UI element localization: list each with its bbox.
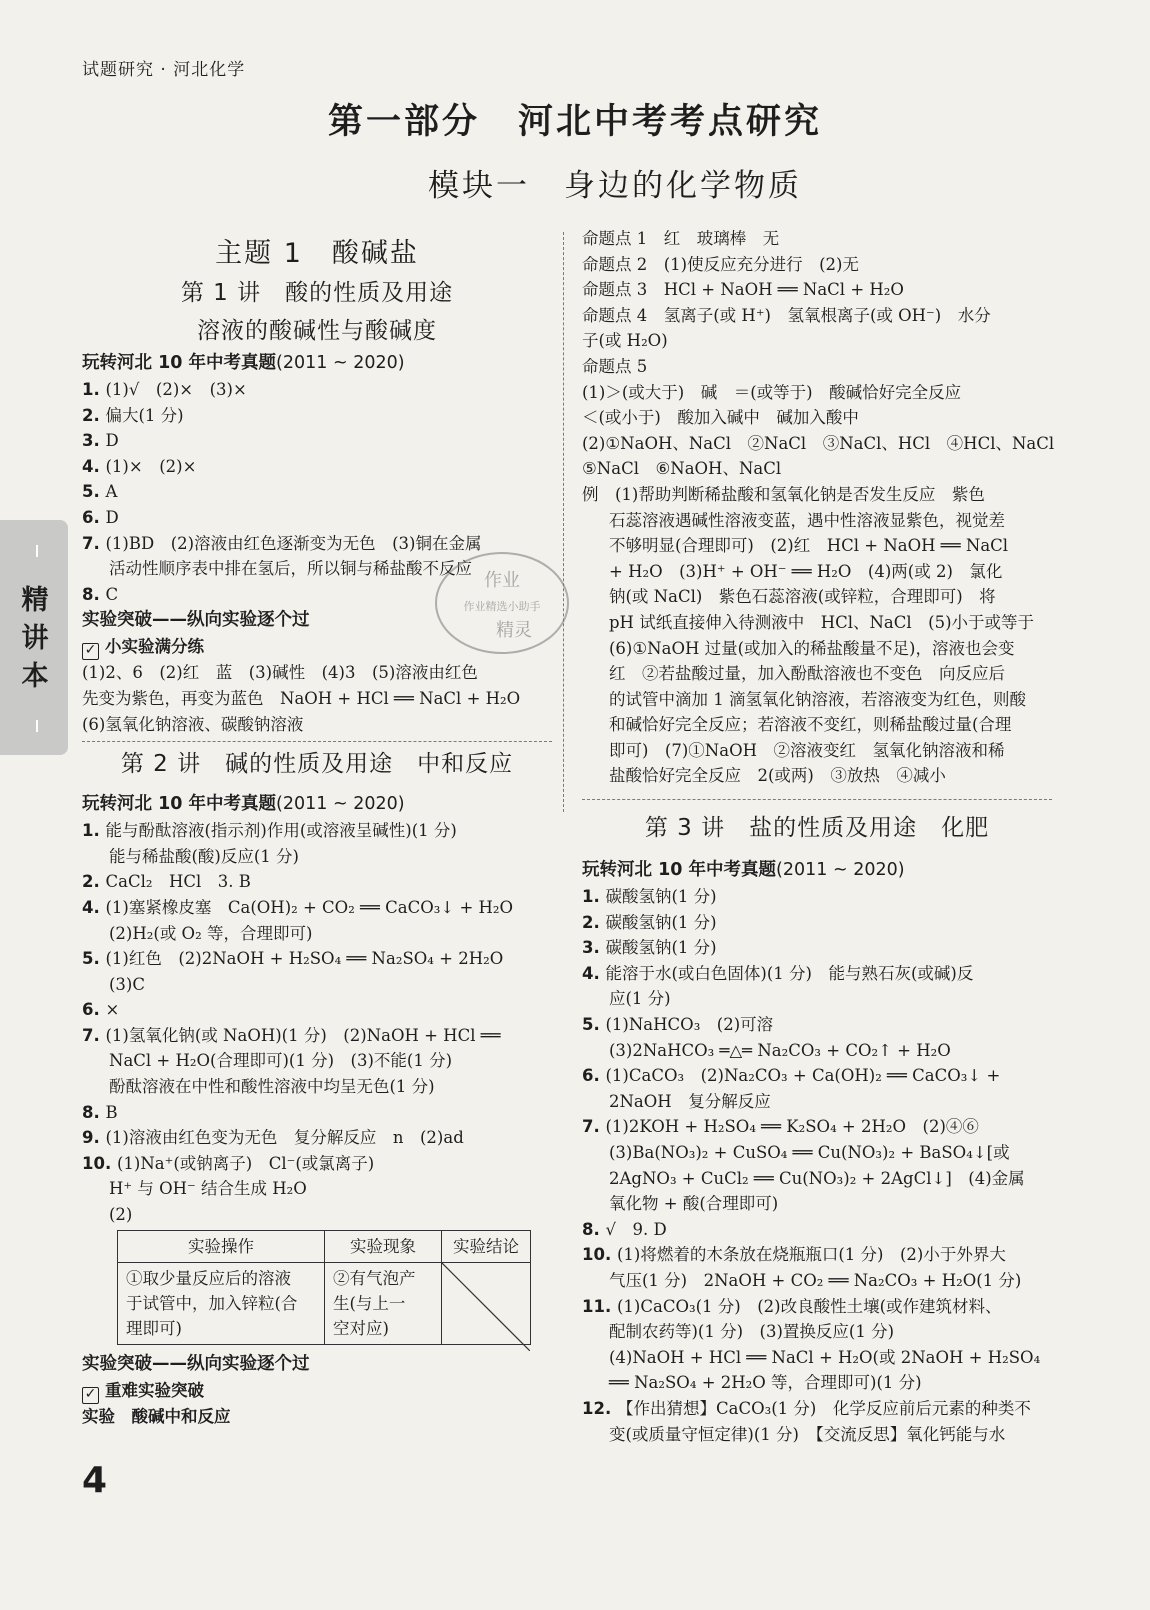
text-line: 3. 碳酸氢钠(1 分) [582,938,717,958]
text-line: 8. √ 9. D [582,1219,667,1239]
lecture-2-header [82,737,552,791]
text-line: 9. (1)溶液由红色变为无色 复分解反应 n (2)ad [82,1128,464,1148]
text-line: 先变为紫色，再变为蓝色 NaOH + HCl ══ NaCl + H₂O [82,688,521,708]
answer-list-right [582,226,1055,789]
text-line: NaCl + H₂O(合理即可)(1 分) (3)不能(1 分) [109,1051,453,1071]
text-line: (6)①NaOH 过量(或加入的稀盐酸量不足)，溶液也会变 [609,638,1015,658]
lecture-1-subtitle: 溶液的酸碱性与酸碱度 [197,318,437,344]
text-line: (2)①NaOH、NaCl ②NaCl ③NaCl、HCl ④HCl、NaCl [582,433,1055,453]
check-icon: ✓ [82,1387,99,1404]
text-line: (1)＞(或大于) 碱 ＝(或等于) 酸碱恰好完全反应 [582,382,962,402]
stamp-seal [432,548,572,658]
text-line: 2. 偏大(1 分) [82,405,184,425]
topic-title: 主题 1 酸碱盐 [215,238,419,269]
text-line: H⁺ 与 OH⁻ 结合生成 H₂O [109,1179,307,1199]
experiment-subheading: ✓ 重难实验突破 [82,1378,552,1404]
check-icon: ✓ [82,643,99,660]
section-heading: 玩转河北 10 年中考真题(2011 ~ 2020) [82,794,405,815]
text-line: 1. 碳酸氢钠(1 分) [582,887,717,907]
answer-list-3 [582,884,1052,1447]
tab-mark-top [36,545,38,557]
text-line: 10. (1)将燃着的木条放在烧瓶瓶口(1 分) (2)小于外界大 [582,1245,1006,1265]
table-cell-phenomenon: ②有气泡产 生(与上一 空对应) [325,1262,442,1344]
text-line: 3. D [82,431,119,451]
stamp-text: 精灵 [496,620,532,641]
section-heading: 玩转河北 10 年中考真题(2011 ~ 2020) [82,353,405,373]
text-line: ⑤NaCl ⑥NaOH、NaCl [582,459,782,479]
text-line: 命题点 3 HCl + NaOH ══ NaCl + H₂O [582,280,904,300]
text-line: 2AgNO₃ + CuCl₂ ══ Cu(NO₃)₂ + 2AgCl↓] (4)金属 [609,1168,1025,1188]
lecture-1-title: 第 1 讲 酸的性质及用途 [180,280,454,306]
text-line: 7. (1)氢氧化钠(或 NaOH)(1 分) (2)NaOH + HCl ══ [82,1025,501,1045]
text-line: 1. 能与酚酞溶液(指示剂)作用(或溶液呈碱性)(1 分) [82,821,457,841]
lecture-3-header [582,795,1052,857]
side-tab [0,520,68,755]
right-column [582,226,1055,1447]
running-header: 试题研究 · 河北化学 [82,60,246,80]
table-cell-operation: ①取少量反应后的溶液 于试管中，加入锌粒(合 理即可) [118,1262,325,1344]
text-line: 命题点 2 (1)使反应充分进行 (2)无 [582,254,859,274]
text-line: 酚酞溶液在中性和酸性溶液中均呈无色(1 分) [109,1077,435,1097]
text-line: 2. 碳酸氢钠(1 分) [582,912,717,932]
text-line: 红 ②若盐酸过量，加入酚酞溶液也不变色 向反应后 [609,664,1005,684]
text-line: 活动性顺序表中排在氢后，所以铜与稀盐酸不反应 [109,559,472,579]
text-line: 气压(1 分) 2NaOH + CO₂ ══ Na₂CO₃ + H₂O(1 分) [609,1270,1022,1290]
text-line: 例 (1)帮助判断稀盐酸和氢氧化钠是否发生反应 紫色 [582,484,985,504]
experiment-subheading: ✓ 小实验满分练 [82,634,552,660]
text-line: (2)H₂(或 O₂ 等，合理即可) [109,923,313,943]
text-line: 石蕊溶液遇碱性溶液变蓝，遇中性溶液显紫色，视觉差 [609,510,1005,530]
text-line: (3)2NaHCO₃ ═△═ Na₂CO₃ + CO₂↑ + H₂O [609,1040,951,1060]
text-line: (6)氢氧化钠溶液、碳酸钠溶液 [82,714,304,734]
text-line: 2NaOH 复分解反应 [609,1091,771,1111]
section-heading: 玩转河北 10 年中考真题(2011 ~ 2020) [582,860,905,881]
text-line: 4. (1)× (2)× [82,456,197,476]
diagonal-line [442,1263,530,1351]
text-line: 能与稀盐酸(酸)反应(1 分) [109,846,299,866]
text-line: (3)Ba(NO₃)₂ + CuSO₄ ══ Cu(NO₃)₂ + BaSO₄↓[或 [609,1143,1010,1162]
text-line: 8. C [82,584,119,604]
side-tab-label: 精讲本 [21,585,49,692]
left-column [82,234,552,1430]
text-line: 11. (1)CaCO₃(1 分) (2)改良酸性土壤(或作建筑材料、 [582,1296,1002,1316]
text-line: ＜(或小于) 酸加入碱中 碱加入酸中 [582,408,859,428]
text-line: 5. A [82,482,118,502]
text-line: 即可) (7)①NaOH ②溶液变红 氢氧化钠溶液和稀 [609,740,1005,760]
text-line: 命题点 1 红 玻璃棒 无 [582,229,780,248]
text-line: 钠(或 NaCl) 紫色石蕊溶液(或锌粒，合理即可) 将 [609,587,996,607]
text-line: 1. (1)√ (2)× (3)× [82,380,247,399]
text-line: (4)NaOH + HCl ══ NaCl + H₂O(或 2NaOH + H₂SO₄ [609,1347,1041,1367]
text-line: (1)2、6 (2)红 蓝 (3)碱性 (4)3 (5)溶液由红色 [82,663,478,683]
text-line: (2) [109,1205,133,1225]
text-line: (3)C [109,974,145,994]
text-line: 6. D [82,507,119,527]
text-line: ══ Na₂SO₄ + 2H₂O 等，合理即可)(1 分) [609,1373,922,1393]
table-cell-conclusion [442,1262,531,1344]
lecture-3-title: 第 3 讲 盐的性质及用途 化肥 [644,815,990,842]
stamp-text: 作业精选小助手 [463,600,541,613]
experiment-heading: 实验突破——纵向实验逐个过 [82,610,310,631]
text-line: 5. (1)红色 (2)2NaOH + H₂SO₄ ══ Na₂SO₄ + 2H₂O [82,949,504,969]
table-header: 实验现象 [325,1230,442,1262]
experiment-name: 实验 酸碱中和反应 [82,1406,231,1426]
column-divider [563,232,564,812]
experiment-heading: 实验突破——纵向实验逐个过 [82,1353,310,1374]
lecture-2-title: 第 2 讲 碱的性质及用途 中和反应 [120,751,514,778]
experiment-table [117,1230,531,1345]
text-line: 12. 【作出猜想】CaCO₃(1 分) 化学反应前后元素的种类不 [582,1398,1031,1418]
answer-list-2 [82,818,552,1228]
text-line: 6. (1)CaCO₃ (2)Na₂CO₃ + Ca(OH)₂ ══ CaCO₃↓ + [582,1066,1001,1086]
text-line: 变(或质量守恒定律)(1 分) 【交流反思】氧化钙能与水 [609,1424,1006,1444]
text-line: 的试管中滴加 1 滴氢氧化钠溶液，若溶液变为红色，则酸 [609,689,1026,709]
text-line: 盐酸恰好完全反应 2(或两) ③放热 ④减小 [609,766,946,786]
text-line: 7. (1)2KOH + H₂SO₄ ══ K₂SO₄ + 2H₂O (2)④⑥ [582,1117,979,1137]
text-line: 5. (1)NaHCO₃ (2)可溶 [582,1015,774,1035]
text-line: 10. (1)Na⁺(或钠离子) Cl⁻(或氯离子) [82,1153,375,1173]
text-line: 2. CaCl₂ HCl 3. B [82,872,251,892]
text-line: 7. (1)BD (2)溶液由红色逐渐变为无色 (3)铜在金属 [82,533,482,553]
part-title: 第一部分 河北中考考点研究 [327,102,822,142]
text-line: 4. 能溶于水(或白色固体)(1 分) 能与熟石灰(或碱)反 [582,963,974,983]
text-line: 8. B [82,1102,118,1122]
text-line: 应(1 分) [609,989,671,1009]
text-line: 命题点 5 [582,356,648,376]
text-line: 4. (1)塞紧橡皮塞 Ca(OH)₂ + CO₂ ══ CaCO₃↓ + H₂O [82,897,514,917]
text-line: 配制农药等)(1 分) (3)置换反应(1 分) [609,1322,895,1342]
table-header: 实验结论 [442,1230,531,1262]
module-title: 模块一 身边的化学物质 [428,168,802,204]
table-header: 实验操作 [118,1230,325,1262]
stamp-text: 作业 [484,570,520,591]
experiment-answers [82,660,552,737]
text-line: 命题点 4 氢离子(或 H⁺) 氢氧根离子(或 OH⁻) 水分 [582,305,991,325]
tab-mark-bottom [36,720,38,732]
text-line: pH 试纸直接伸入待测液中 HCl、NaCl (5)小于或等于 [609,612,1035,632]
text-line: 6. × [82,1000,120,1020]
text-line: + H₂O (3)H⁺ + OH⁻ ══ H₂O (4)两(或 2) 氯化 [609,561,1003,581]
page-number: 4 [82,1460,108,1501]
text-line: 不够明显(合理即可) (2)红 HCl + NaOH ══ NaCl [609,536,1009,556]
text-line: 子(或 H₂O) [582,331,668,351]
text-line: 氧化物 + 酸(合理即可) [609,1194,779,1214]
text-line: 和碱恰好完全反应；若溶液不变红，则稀盐酸过量(合理 [609,715,1012,735]
